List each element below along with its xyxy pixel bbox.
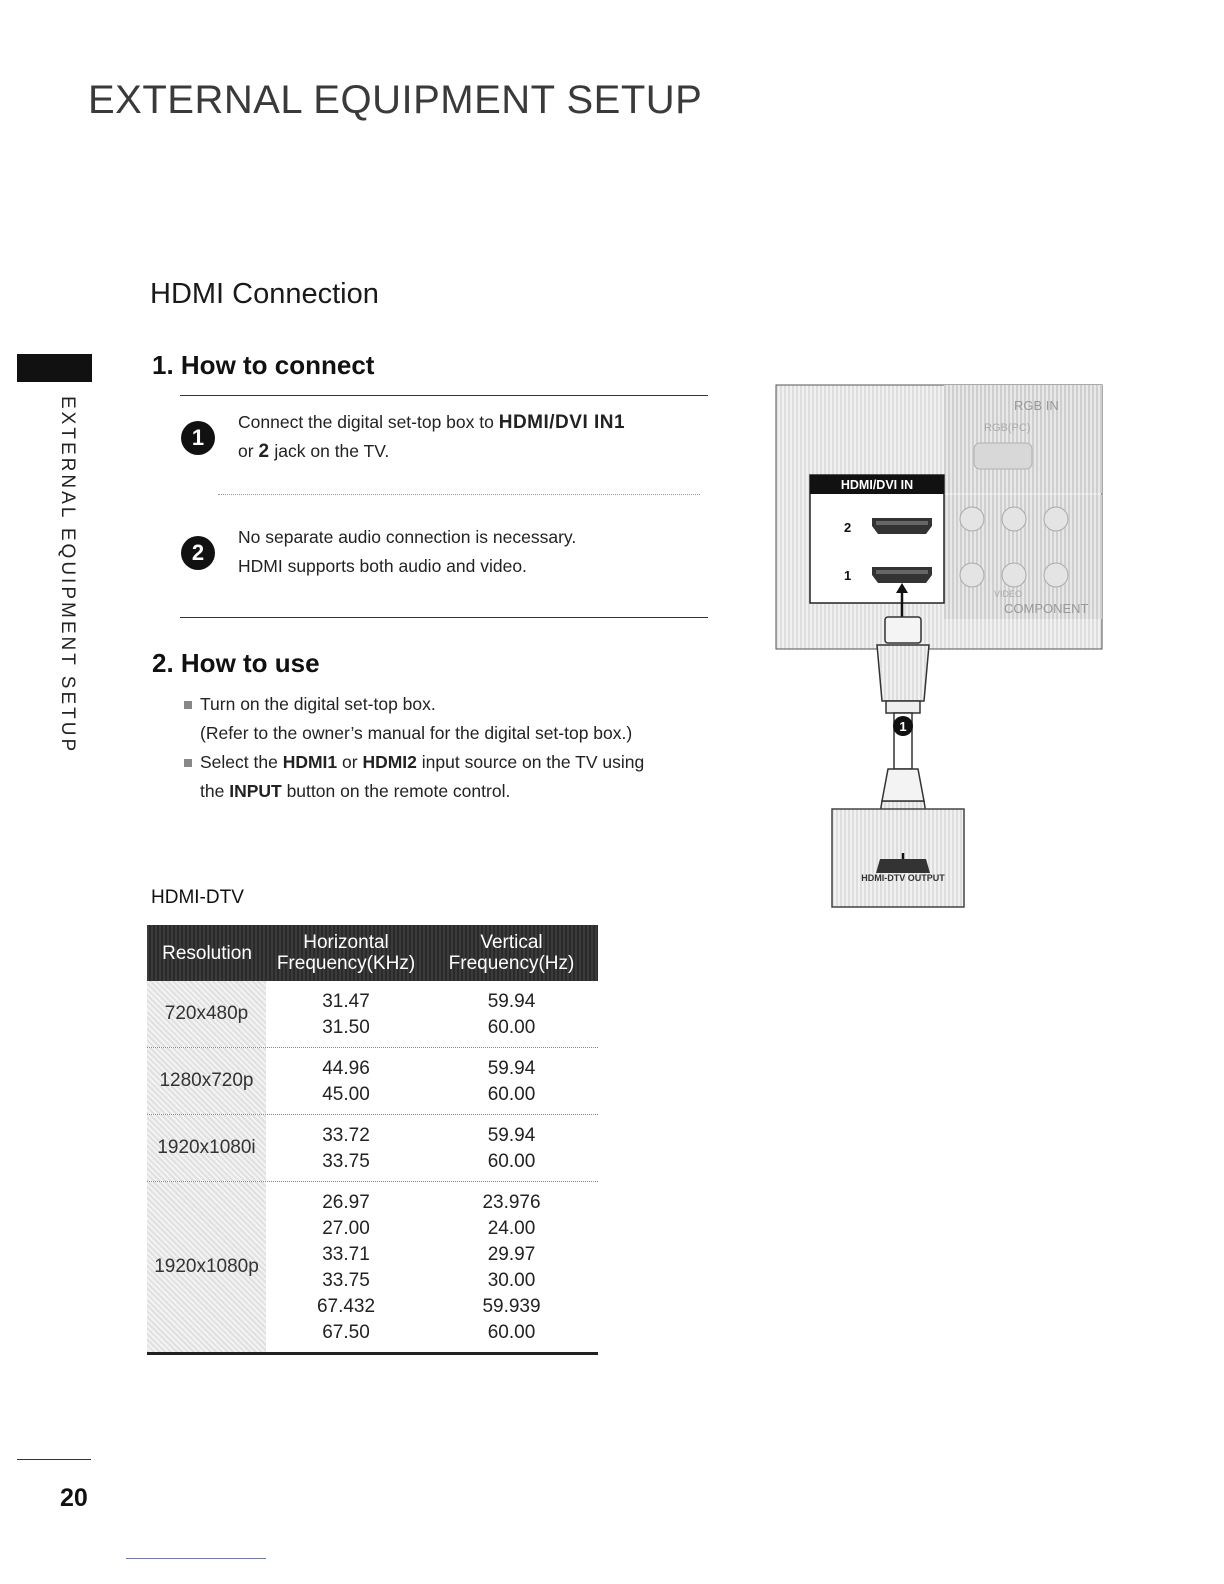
horizontal-value: 45.00 [322,1084,370,1105]
vertical-value: 29.97 [487,1244,536,1265]
dotted-divider [218,494,700,495]
rgb-in-label: RGB IN [1014,398,1059,413]
resolution-cell: 1920x1080i [147,1115,267,1181]
table-label: HDMI-DTV [151,887,244,908]
side-tab-label: EXTERNAL EQUIPMENT SETUP [57,396,78,755]
component-label: COMPONENT [1004,601,1089,616]
column-header-horizontal: Horizontal Frequency(KHz) [276,932,416,974]
how-to-connect-heading: 1. How to connect [152,350,375,380]
divider [180,395,708,396]
hdmi-dvi-in-label: HDMI/DVI IN [840,478,914,492]
vertical-value: 60.00 [487,1151,536,1172]
horizontal-value: 31.50 [322,1017,370,1038]
table-row [147,1048,598,1115]
step-1-badge: 1 [181,421,215,455]
port-2-label: 2 [844,520,852,535]
vertical-value: 60.00 [487,1084,536,1105]
hdmi-output-port-icon [876,859,930,873]
table-row [147,1115,598,1182]
vertical-value: 60.00 [487,1322,536,1343]
rgb-pc-label: RGB(PC) [984,422,1031,434]
list-item: Turn on the digital set-top box. (Refer to the owner’s manual for the digital set-top box.) [184,690,704,748]
how-to-use-list [184,690,704,806]
vertical-value: 59.939 [482,1296,541,1317]
horizontal-value: 67.50 [322,1322,370,1343]
hdmi-dtv-table [147,925,598,1355]
step-2-line-1: No separate audio connection is necessary. [238,527,577,547]
vertical-value: 59.94 [487,1058,536,1079]
hdmi-port-1-icon [872,567,932,583]
resolution-cell: 720x480p [147,981,267,1047]
horizontal-value: 26.97 [322,1192,370,1213]
side-tab-marker [17,354,92,382]
vertical-value: 23.976 [482,1192,541,1213]
set-top-box [832,809,964,907]
table-header [147,925,598,981]
vertical-value: 30.00 [487,1270,536,1291]
hdmi-dtv-output-label: HDMI-DTV OUTPUT [861,873,945,883]
bullet-icon [184,701,192,709]
video-label: VIDEO [994,589,1023,599]
section-title: HDMI Connection [150,278,379,310]
horizontal-value: 33.72 [322,1125,370,1146]
vertical-value: 59.94 [487,991,536,1012]
footer-divider [17,1459,91,1460]
divider [180,617,708,618]
horizontal-value: 33.75 [322,1270,370,1291]
step-2-text [238,523,708,581]
horizontal-value: 33.71 [322,1244,370,1265]
horizontal-value: 44.96 [322,1058,370,1079]
resolution-cell: 1920x1080p [147,1182,267,1352]
callout-1-badge [893,716,913,736]
page-title: EXTERNAL EQUIPMENT SETUP [88,78,703,122]
port-1-label: 1 [844,568,852,583]
bottom-divider [126,1558,266,1559]
vertical-value: 60.00 [487,1017,536,1038]
table-row [147,1182,598,1355]
how-to-use-heading: 2. How to use [152,648,320,678]
resolution-cell: 1280x720p [147,1048,267,1114]
table-row [147,981,598,1048]
step-2-line-2: HDMI supports both audio and video. [238,556,527,576]
hdmi-port-2-icon [872,518,932,534]
step-1-text: Connect the digital set-top box to HDMI/DVI IN1 or 2 jack on the TV. [238,412,626,462]
column-header-resolution: Resolution [162,942,252,964]
horizontal-value: 31.47 [322,991,370,1012]
vertical-value: 24.00 [487,1218,536,1239]
hdmi-connection-diagram [772,383,1104,911]
list-item: Select the HDMI1 or HDMI2 input source on the TV using the INPUT button on the remote control. [184,748,704,806]
vertical-value: 59.94 [487,1125,536,1146]
horizontal-value: 67.432 [316,1296,376,1317]
step-2-badge: 2 [181,536,215,570]
horizontal-value: 33.75 [322,1151,370,1172]
svg-text:1: 1 [899,719,907,734]
horizontal-value: 27.00 [322,1218,370,1239]
page-number: 20 [60,1484,88,1512]
bullet-icon [184,759,192,767]
column-header-vertical: Vertical Frequency(Hz) [448,932,575,974]
hdmi-dvi-in-panel [810,475,944,603]
